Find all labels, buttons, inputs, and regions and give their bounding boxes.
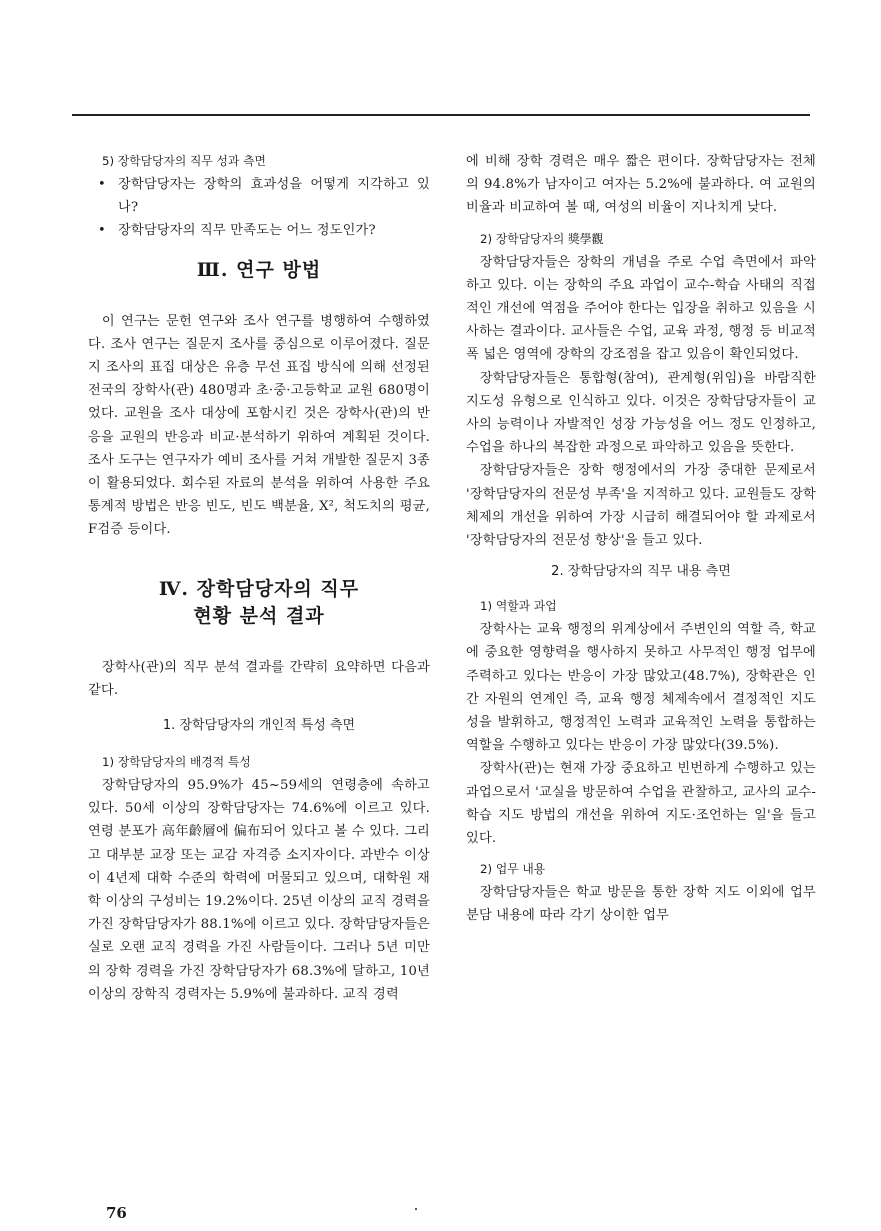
page-number: 76	[106, 1204, 127, 1222]
right-column	[466, 150, 816, 928]
summary-paragraph: 장학사(관)의 직무 분석 결과를 간략히 요약하면 다음과 같다.	[88, 659, 430, 698]
list-item: • 장학담당자는 장학의 효과성을 어떻게 지각하고 있나?	[88, 173, 430, 219]
section-heading-personal: 1. 장학담당자의 개인적 특성 측면	[162, 718, 356, 734]
bullet-icon: •	[98, 223, 106, 239]
supervision-view-paragraph-2: 장학담당자들은 통합형(참여), 관계형(위임)을 바람직한 지도성 유형으로 인식하고 있다. 이것은 장학담당자들이 교사의 능력이나 자발적인 성장 가능성을 어느 정도 인정하고, 수업을 하나의 복잡한 과정으로 파악하고 있음을 뜻한다.	[466, 370, 816, 456]
header-rule	[72, 114, 810, 116]
subheading-role-tasks: 1) 역할과 과업	[480, 599, 557, 614]
question-list	[88, 173, 430, 243]
subheading-job-performance: 5) 장학담당자의 직무 성과 측면	[102, 154, 266, 168]
subheading-background: 1) 장학담당자의 배경적 특성	[102, 755, 251, 770]
method-paragraph: 이 연구는 문헌 연구와 조사 연구를 병행하여 수행하였다. 조사 연구는 질문지 조사를 중심으로 이루어졌다. 질문지 조사의 표집 대상은 유층 무선 표집 방식에 의해 선정된 전국의 장학사(관) 480명과 초·중·고등학교 교원 680명이었다. 교원을 조사 대상에 포함시킨 것은 장학사(관)의 반응을 교원의 반응과 비교·분석하기 위하여 계획된 것이다. 조사 도구는 연구자가 예비 조사를 거쳐 개발한 질문지 3종이 활용되었다. 회수된 자료의 분석을 위하여 사용한 주요 통계적 방법은 반응 빈도, 빈도 백분율, X², 척도치의 평균, F검증 등이다.	[88, 313, 430, 538]
subheading-work-content: 2) 업무 내용	[480, 862, 546, 877]
subheading-supervision-view: 2) 장학담당자의 獎學觀	[480, 231, 604, 246]
background-paragraph: 장학담당자의 95.9%가 45~59세의 연령층에 속하고 있다. 50세 이상의 장학담당자는 74.6%에 이르고 있다. 연령 분포가 高年齡層에 偏布되어 있다고 볼 수 있다. 그리고 대부분 교장 또는 교감 자격증 소지자이다. 과반수 이상이 4년제 대학 수준의 학력에 머물되고 있으며, 대학원 재학 이상의 구성비는 19.2%이다. 25년 이상의 교직 경력을 가진 장학담당자가 88.1%에 이르고 있다. 장학담당자들은 실로 오랜 교직 경력을 가진 사람들이다. 그러나 5년 미만의 장학 경력을 가진 장학담당자가 68.3%에 달하고, 10년 이상의 장학직 경력자는 5.9%에 불과하다. 교직 경력	[88, 778, 430, 1002]
left-column	[88, 150, 430, 1006]
print-mark	[415, 1208, 417, 1210]
continued-paragraph: 에 비해 장학 경력은 매우 짧은 편이다. 장학담당자는 전체의 94.8%가 남자이고 여자는 5.2%에 불과하다. 여 교원의 비율과 비교하여 볼 때, 여성의 비율이 지나치게 낮다.	[466, 154, 816, 216]
role-paragraph-2: 장학사(관)는 현재 가장 중요하고 빈번하게 수행하고 있는 과업으로서 '교실을 방문하여 수업을 관찰하고, 교사의 교수-학습 지도 방법의 개선을 위하여 지도·조언하는 일'을 들고 있다.	[466, 761, 816, 847]
list-item: • 장학담당자의 직무 만족도는 어느 정도인가?	[88, 219, 430, 242]
supervision-view-paragraph-3: 장학담당자들은 장학 행정에서의 가장 중대한 문제로서 '장학담당자의 전문성 부족'을 지적하고 있다. 교원들도 장학 체제의 개선을 위하여 가장 시급히 해결되어야 할 과제로서 '장학담당자의 전문성 향상'을 들고 있다.	[466, 463, 816, 549]
section-heading-job-content: 2. 장학담당자의 직무 내용 측면	[551, 564, 731, 580]
supervision-view-paragraph-1: 장학담당자들은 장학의 개념을 주로 수업 측면에서 파악하고 있다. 이는 장학의 주요 과업이 교수-학습 사태의 직접적인 개선에 역점을 주어야 한다는 입장을 취하고 있음을 시사하는 결과이다. 교사들은 수업, 교육 과정, 행정 등 비교적 폭 넓은 영역에 장학의 강조점을 잡고 있음이 확인되었다.	[466, 254, 816, 363]
role-paragraph-1: 장학사는 교육 행정의 위계상에서 주변인의 역할 즉, 학교에 중요한 영향력을 행사하지 못하고 사무적인 행정 업무에 주력하고 있다는 반응이 가장 많았고(48.7%), 장학관은 인간 자원의 연계인 즉, 교육 행정 체제속에서 결정적인 지도성을 발휘하고, 행정적인 노력과 교육적인 노력을 통합하는 역할을 수행하고 있다는 반응이 가장 많았다(39.5%).	[466, 622, 816, 754]
chapter-heading-analysis-line2: 현황 분석 결과	[193, 604, 325, 627]
bullet-icon: •	[98, 177, 106, 192]
work-paragraph: 장학담당자들은 학교 방문을 통한 장학 지도 이외에 업무 분담 내용에 따라 각기 상이한 업무	[466, 885, 816, 924]
chapter-heading-method: Ⅲ. 연구 방법	[196, 258, 322, 281]
chapter-heading-analysis-line1: Ⅳ. 장학담당자의 직무	[158, 577, 360, 600]
